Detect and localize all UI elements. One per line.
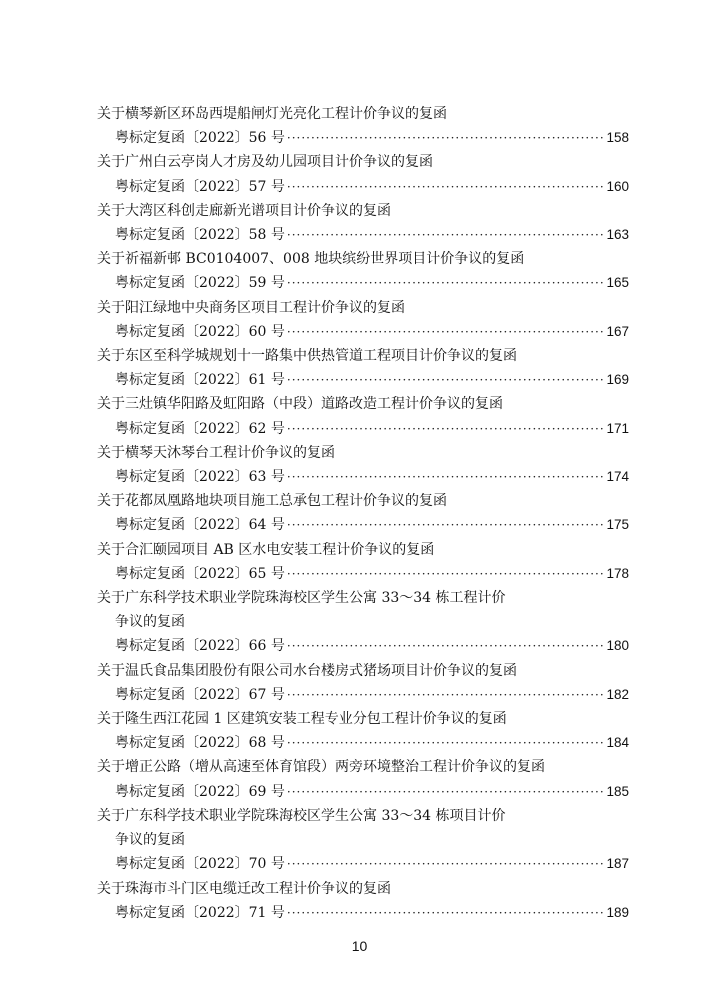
entry-page-number: 175 (606, 517, 629, 533)
entry-ref-line (97, 852, 629, 876)
toc-entry[interactable] (97, 441, 629, 489)
entry-ref: 粤标定复函〔2022〕63 号 (115, 469, 285, 486)
entry-title: 关于隆生西江花园 1 区建筑安装工程专业分包工程计价争议的复函 (97, 711, 507, 728)
entry-title: 关于横琴天沐琴台工程计价争议的复函 (97, 444, 335, 461)
entry-page-number: 187 (606, 856, 629, 872)
entry-ref: 粤标定复函〔2022〕64 号 (115, 517, 285, 534)
entry-ref: 粤标定复函〔2022〕70 号 (115, 856, 285, 873)
toc-entry[interactable] (97, 755, 629, 803)
toc-entry[interactable] (97, 877, 629, 925)
toc-entry[interactable] (97, 392, 629, 440)
entry-ref: 粤标定复函〔2022〕69 号 (115, 783, 285, 800)
entry-page-number: 185 (606, 783, 629, 799)
entry-page-number: 184 (606, 735, 629, 751)
toc-entry[interactable] (97, 659, 629, 707)
dot-leader (287, 780, 604, 804)
entry-ref: 粤标定复函〔2022〕60 号 (115, 323, 285, 340)
entry-ref: 粤标定复函〔2022〕57 号 (115, 178, 285, 195)
entry-ref-line (97, 901, 629, 925)
entry-page-number: 180 (606, 638, 629, 654)
entry-ref-line (97, 513, 629, 537)
dot-leader (287, 852, 604, 876)
entry-ref: 粤标定复函〔2022〕61 号 (115, 372, 285, 389)
entry-title: 关于合汇颐园项目 AB 区水电安装工程计价争议的复函 (97, 541, 435, 558)
entry-page-number: 182 (606, 686, 629, 702)
dot-leader (287, 368, 604, 392)
entry-ref-line (97, 683, 629, 707)
entry-ref-line (97, 562, 629, 586)
entry-title: 关于广州白云亭岗人才房及幼儿园项目计价争议的复函 (97, 154, 433, 171)
entry-title: 关于大湾区科创走廊新光谱项目计价争议的复函 (97, 202, 391, 219)
entry-ref: 粤标定复函〔2022〕56 号 (115, 130, 285, 147)
entry-title-continuation: 争议的复函 (115, 832, 185, 849)
entry-ref-line (97, 126, 629, 150)
dot-leader (287, 634, 604, 658)
entry-title-continuation: 争议的复函 (115, 614, 185, 631)
entry-page-number: 174 (606, 469, 629, 485)
entry-title: 关于广东科学技术职业学院珠海校区学生公寓 33～34 栋项目计价 (97, 807, 506, 824)
entry-page-number: 178 (606, 565, 629, 581)
toc-entry[interactable] (97, 344, 629, 392)
dot-leader (287, 175, 604, 199)
dot-leader (287, 126, 604, 150)
entry-title: 关于广东科学技术职业学院珠海校区学生公寓 33～34 栋工程计价 (97, 590, 506, 607)
entry-ref-line (97, 320, 629, 344)
dot-leader (287, 683, 604, 707)
entry-title: 关于阳江绿地中央商务区项目工程计价争议的复函 (97, 299, 405, 316)
entry-title: 关于祈福新邨 BC0104007、008 地块缤纷世界项目计价争议的复函 (97, 251, 525, 268)
entry-title: 关于温氏食品集团股份有限公司水台楼房式猪场项目计价争议的复函 (97, 662, 517, 679)
dot-leader (287, 562, 604, 586)
toc-entry[interactable] (97, 804, 629, 877)
entry-page-number: 163 (606, 227, 629, 243)
toc-entry[interactable] (97, 538, 629, 586)
entry-page-number: 160 (606, 178, 629, 194)
entry-title: 关于横琴新区环岛西堤船闸灯光亮化工程计价争议的复函 (97, 106, 447, 122)
entry-ref: 粤标定复函〔2022〕66 号 (115, 638, 285, 655)
entry-ref-line (97, 417, 629, 441)
dot-leader (287, 465, 604, 489)
entry-ref-line (97, 731, 629, 755)
entry-title: 关于花都凤凰路地块项目施工总承包工程计价争议的复函 (97, 493, 447, 510)
entry-page-number: 167 (606, 323, 629, 339)
page-footer-number: 10 (351, 938, 368, 954)
dot-leader (287, 901, 604, 925)
toc-entry[interactable] (97, 150, 629, 198)
dot-leader (287, 417, 604, 441)
entry-ref-line (97, 223, 629, 247)
toc-entry[interactable] (97, 707, 629, 755)
toc-entry[interactable] (97, 247, 629, 295)
entry-ref: 粤标定复函〔2022〕59 号 (115, 275, 285, 292)
entry-ref: 粤标定复函〔2022〕71 号 (115, 904, 285, 921)
entry-title: 关于三灶镇华阳路及虹阳路（中段）道路改造工程计价争议的复函 (97, 396, 503, 413)
toc-entry[interactable] (97, 199, 629, 247)
toc-entry[interactable] (97, 102, 629, 150)
entry-title: 关于增正公路（增从高速至体育馆段）两旁环境整治工程计价争议的复函 (97, 759, 545, 776)
entry-ref: 粤标定复函〔2022〕58 号 (115, 227, 285, 244)
entry-ref: 粤标定复函〔2022〕62 号 (115, 420, 285, 437)
entry-ref-line (97, 780, 629, 804)
entry-ref-line (97, 175, 629, 199)
entry-ref: 粤标定复函〔2022〕68 号 (115, 735, 285, 752)
dot-leader (287, 320, 604, 344)
toc-entry[interactable] (97, 489, 629, 537)
entry-title: 关于东区至科学城规划十一路集中供热管道工程项目计价争议的复函 (97, 348, 517, 365)
entry-page-number: 169 (606, 372, 629, 388)
toc-entry[interactable] (97, 586, 629, 659)
entry-ref-line (97, 271, 629, 295)
entry-ref: 粤标定复函〔2022〕67 号 (115, 686, 285, 703)
table-of-contents (97, 102, 629, 925)
entry-ref: 粤标定复函〔2022〕65 号 (115, 565, 285, 582)
entry-ref-line (97, 465, 629, 489)
dot-leader (287, 223, 604, 247)
entry-page-number: 158 (606, 130, 629, 146)
dot-leader (287, 271, 604, 295)
toc-entry[interactable] (97, 296, 629, 344)
entry-page-number: 165 (606, 275, 629, 291)
dot-leader (287, 513, 604, 537)
dot-leader (287, 731, 604, 755)
entry-page-number: 171 (606, 420, 629, 436)
entry-title: 关于珠海市斗门区电缆迁改工程计价争议的复函 (97, 880, 391, 897)
entry-ref-line (97, 368, 629, 392)
entry-ref-line (97, 634, 629, 658)
entry-page-number: 189 (606, 904, 629, 920)
